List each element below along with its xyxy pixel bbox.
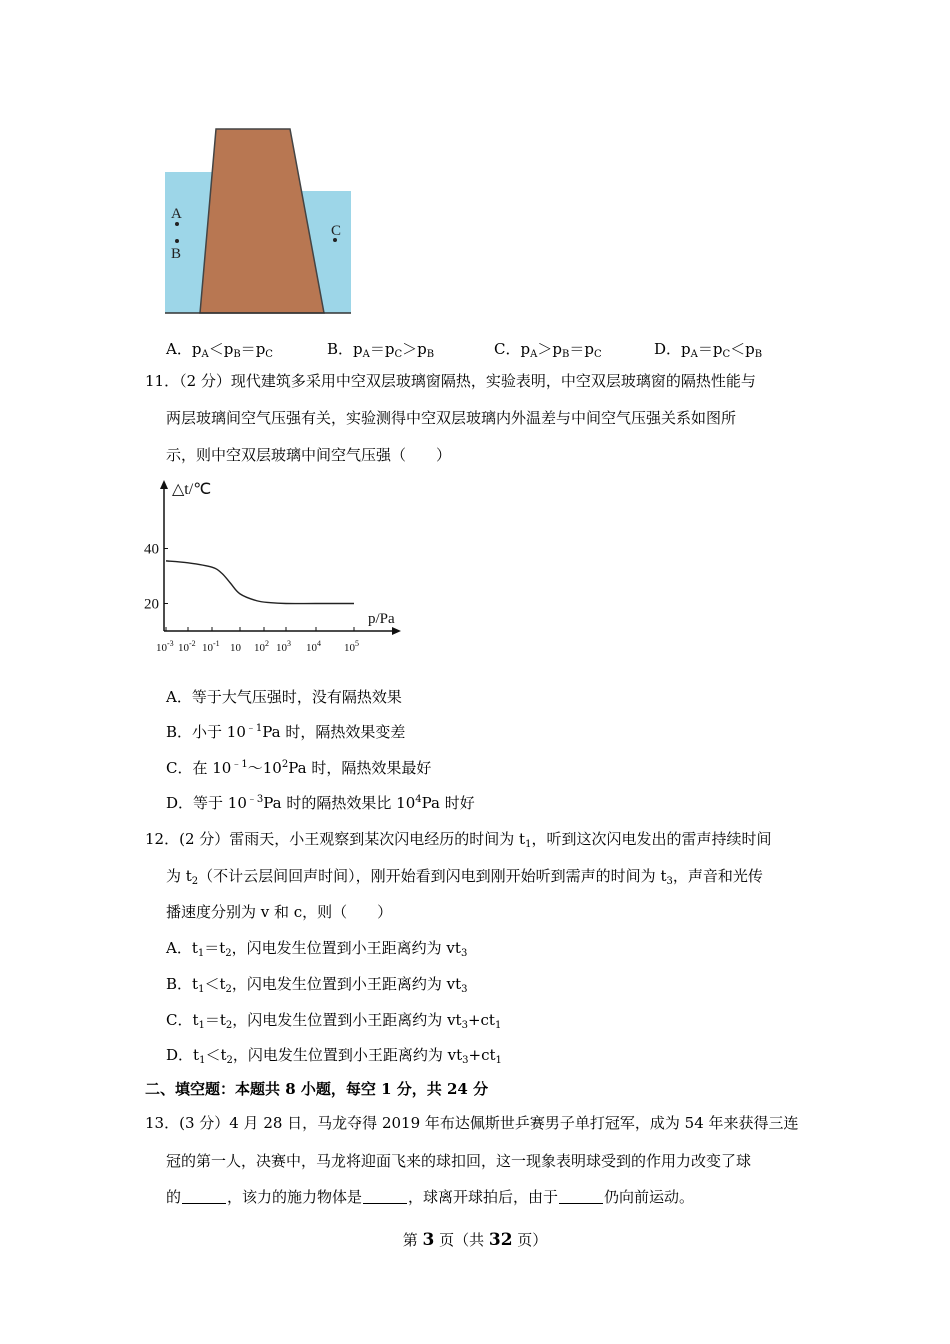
answer-blank-1[interactable] <box>182 1189 226 1204</box>
x-tick-label: $10^{-3}$ <box>156 639 174 654</box>
dam-diagram <box>163 126 353 318</box>
page-number: 3 <box>422 1230 435 1250</box>
q13-stem-line-2: 冠的第一人，决赛中，马龙将迎面飞来的球扣回，这一现象表明球受到的作用力改变了球 <box>166 1152 752 1170</box>
q12-stem-line-1: 12．(2 分）雷雨天，小王观察到某次闪电经历的时间为 $t_1$，听到这次闪电发出的雷声持续时间 <box>145 830 772 850</box>
series-line <box>166 561 354 604</box>
dam-figure <box>163 126 353 318</box>
total-pages: 32 <box>488 1230 513 1250</box>
x-tick-label: 10 <box>230 642 241 654</box>
section-heading: 二、填空题：本题共 8 小题，每空 1 分，共 24 分 <box>145 1080 489 1098</box>
q12-option-c: C．$t_1=t_2$，闪电发生位置到小王距离约为 $vt_3+ct_1$ <box>166 1011 502 1031</box>
q10-option-c: C．$p_A>p_B=p_C$ <box>494 340 602 360</box>
q10-option-a: A．$p_A<p_B=p_C$ <box>166 340 273 360</box>
answer-blank-3[interactable] <box>559 1189 603 1204</box>
q11-option-d: D．等于 $10^{﹣3}Pa$ 时的隔热效果比 $10^4Pa$ 时好 <box>166 794 475 812</box>
q10-option-b: B．$p_A=p_C>p_B$ <box>327 340 435 360</box>
q11-stem-line-3: 示，则中空双层玻璃中间空气压强（ ） <box>166 446 452 464</box>
x-tick-label: $10^2$ <box>254 639 269 654</box>
chart-svg <box>142 476 412 662</box>
x-tick-label: $10^3$ <box>276 639 291 654</box>
label-c: C <box>331 223 342 239</box>
q13-stem-line-1: 13．(3 分）4 月 28 日，马龙夺得 2019 年布达佩斯世乒赛男子单打冠军，成为 54 年来获得三连 <box>145 1114 799 1132</box>
q13-stem-line-3: 的 ，该力的施力物体是 ，球离开球拍后，由于 仍向前运动。 <box>166 1188 695 1206</box>
q11-option-b: B．小于 $10^{﹣1}Pa$ 时，隔热效果变差 <box>166 723 406 741</box>
q12-option-a: A．$t_1=t_2$，闪电发生位置到小王距离约为 $vt_3$ <box>166 939 468 959</box>
q11-option-a: A．等于大气压强时，没有隔热效果 <box>166 688 402 706</box>
x-tick-label: $10^4$ <box>306 639 321 654</box>
q11-stem-line-2: 两层玻璃间空气压强有关，实验测得中空双层玻璃内外温差与中间空气压强关系如图所 <box>166 409 737 427</box>
q10-option-d: D．$p_A=p_C<p_B$ <box>654 340 763 360</box>
x-tick-label: $10^{-1}$ <box>202 639 220 654</box>
label-a: A <box>171 206 182 222</box>
x-tick-label: $10^{-2}$ <box>178 639 196 654</box>
q11-option-c: C．在 $10^{﹣1}\sim 10^2Pa$ 时，隔热效果最好 <box>166 759 432 777</box>
q12-stem-line-2: 为 $t_2$（不计云层间回声时间），刚开始看到闪电到刚开始听到需声的时间为 $t_3$，声音和光传 <box>166 867 763 887</box>
q11-stem-line-1: 11．（2 分）现代建筑多采用中空双层玻璃窗隔热，实验表明，中空双层玻璃窗的隔热性能与 <box>145 372 756 390</box>
label-b: B <box>171 246 182 262</box>
q12-stem-line-3: 播速度分别为 v 和 c，则（ ） <box>166 903 393 921</box>
x-tick-label: $10^5$ <box>344 639 359 654</box>
y-axis-arrow <box>160 480 168 489</box>
x-axis-arrow <box>392 627 401 635</box>
pressure-temperature-chart <box>142 476 412 662</box>
q12-option-b: B．$t_1<t_2$，闪电发生位置到小王距离约为 $vt_3$ <box>166 975 468 995</box>
dam-body <box>200 129 324 313</box>
q12-option-d: D．$t_1<t_2$，闪电发生位置到小王距离约为 $vt_3+ct_1$ <box>166 1046 502 1066</box>
y-tick-label: 20 <box>144 596 159 613</box>
point-a <box>175 222 179 226</box>
x-axis-label: p/Pa <box>368 611 395 627</box>
point-b <box>175 239 179 243</box>
answer-blank-2[interactable] <box>363 1189 407 1204</box>
y-tick-label: 40 <box>144 541 159 558</box>
y-axis-label: △t/℃ <box>172 481 212 498</box>
page-footer: 第 3 页（共 32 页） <box>402 1230 548 1250</box>
